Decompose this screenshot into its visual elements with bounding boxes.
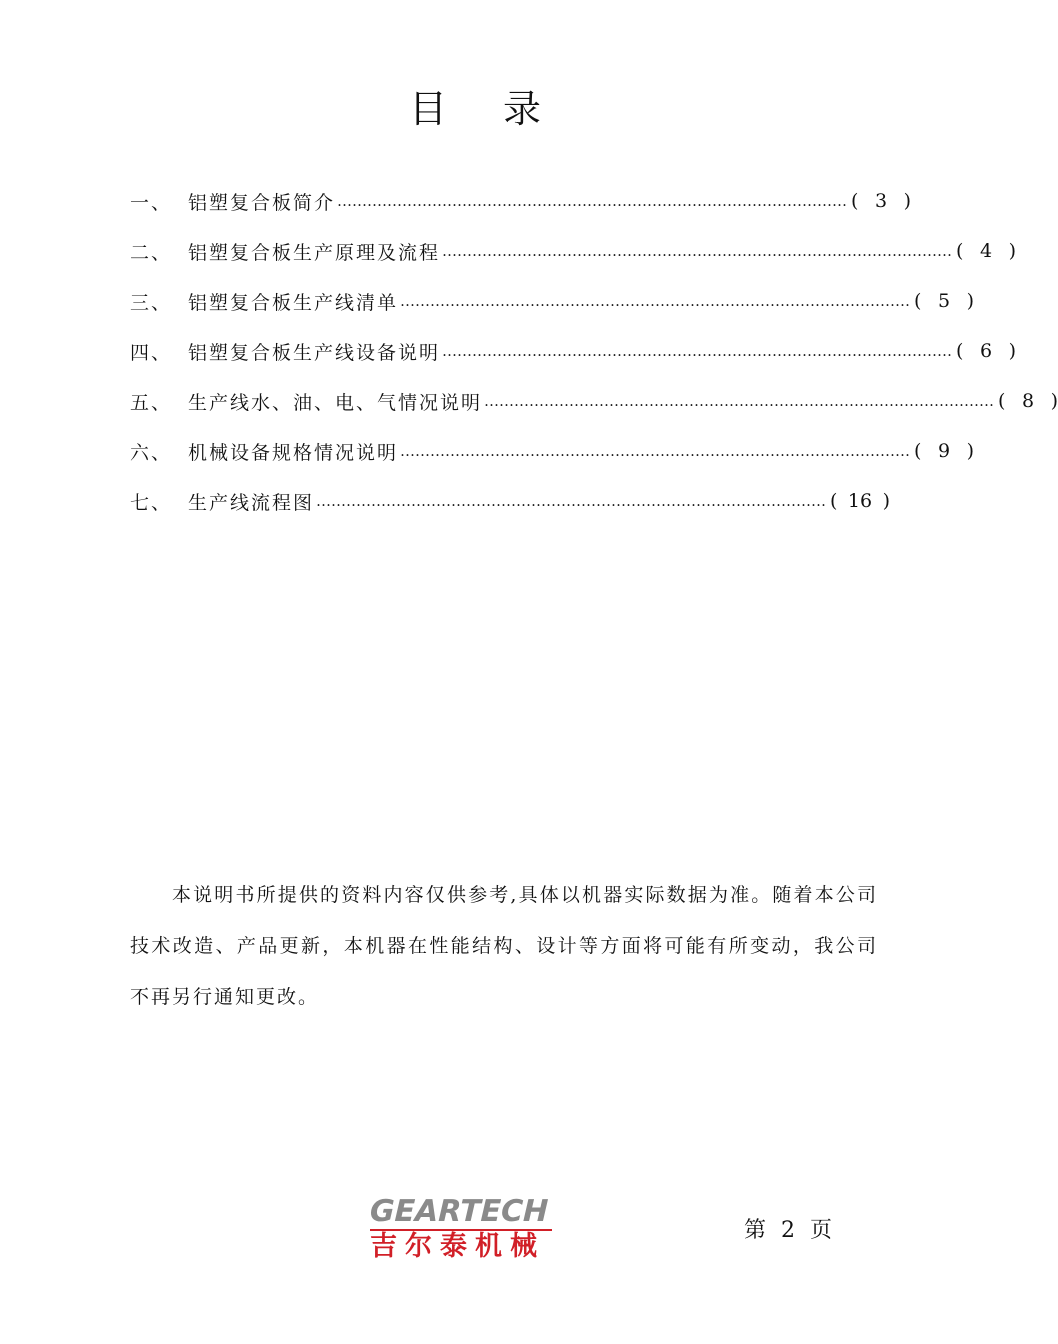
toc-item-page [956, 240, 1016, 262]
logo-divider [370, 1229, 552, 1231]
toc-item-title: 铝塑复合板简介 [188, 191, 336, 214]
toc-item-number: 三、 [130, 291, 173, 314]
toc-leader-dots: ………………………………………………………………………………………… [442, 242, 953, 260]
toc-item-page-number: 6 [979, 340, 993, 362]
toc-item-title: 铝塑复合板生产原理及流程 [188, 241, 441, 264]
toc-item-title: 铝塑复合板生产线清单 [188, 291, 399, 314]
toc-item-page-number: 9 [937, 440, 951, 462]
toc-leader-dots: ………………………………………………………………………………………… [442, 342, 953, 360]
toc-leader-dots: ………………………………………………………………………………………… [337, 192, 848, 210]
toc-item-page [830, 490, 890, 512]
toc-paren-close: ) [1008, 240, 1017, 262]
toc-item-page [956, 340, 1016, 362]
toc-item[interactable] [130, 426, 975, 476]
toc-paren-open: ( [956, 240, 964, 262]
toc-item-page-number: 16 [847, 490, 873, 512]
toc-item-page-number: 3 [874, 190, 888, 212]
page-title: 目 录 [408, 87, 564, 131]
toc-item-number: 五、 [130, 391, 173, 414]
toc-item[interactable] [130, 176, 912, 226]
toc-paren-close: ) [1050, 390, 1058, 412]
toc-item-title: 铝塑复合板生产线设备说明 [188, 341, 441, 364]
toc-item-page [914, 290, 974, 312]
logo-chinese-text: 吉尔泰机械 [370, 1231, 545, 1262]
page-number: 第 2 页 [744, 1218, 836, 1243]
toc-leader-dots: ………………………………………………………………………………………… [400, 292, 911, 310]
toc-item[interactable] [130, 476, 891, 526]
toc-item-number: 二、 [130, 241, 173, 264]
toc-item-number: 六、 [130, 441, 173, 464]
toc-paren-open: ( [914, 290, 922, 312]
toc-item-title: 生产线流程图 [188, 491, 315, 514]
toc-item[interactable] [130, 326, 1017, 376]
toc-paren-close: ) [1008, 340, 1017, 362]
toc-item-title: 生产线水、油、电、气情况说明 [188, 391, 483, 414]
toc-item[interactable] [130, 276, 975, 326]
toc-item-page [914, 440, 974, 462]
toc-leader-dots: ………………………………………………………………………………………… [400, 442, 911, 460]
toc-paren-open: ( [956, 340, 964, 362]
toc-paren-open: ( [830, 490, 838, 512]
toc-paren-close: ) [966, 440, 975, 462]
disclaimer-paragraph: 本说明书所提供的资料内容仅供参考,具体以机器实际数据为准。随着本公司技术改造、产品更新，本机器在性能结构、设计等方面将可能有所变动，我公司不再另行通知更改。 [130, 884, 878, 1008]
toc-leader-dots: ………………………………………………………………………………………… [484, 392, 995, 410]
toc-paren-close: ) [966, 290, 975, 312]
toc-item-number: 一、 [130, 191, 173, 214]
table-of-contents [130, 176, 1058, 526]
company-logo [370, 1195, 552, 1267]
toc-item[interactable] [130, 376, 1058, 426]
toc-item-number: 四、 [130, 341, 173, 364]
toc-paren-close: ) [903, 190, 912, 212]
toc-item-page [851, 190, 911, 212]
toc-leader-dots: ………………………………………………………………………………………… [316, 492, 827, 510]
toc-item-number: 七、 [130, 491, 173, 514]
toc-paren-open: ( [851, 190, 859, 212]
toc-item[interactable] [130, 226, 1017, 276]
toc-paren-close: ) [882, 490, 891, 512]
toc-paren-open: ( [914, 440, 922, 462]
toc-item-page-number: 5 [937, 290, 951, 312]
toc-item-page-number: 4 [979, 240, 993, 262]
toc-item-page-number: 8 [1021, 390, 1035, 412]
logo-english-text: GEARTECH [369, 1194, 549, 1229]
toc-paren-open: ( [998, 390, 1006, 412]
toc-item-page [998, 390, 1058, 412]
toc-item-title: 机械设备规格情况说明 [188, 441, 399, 464]
